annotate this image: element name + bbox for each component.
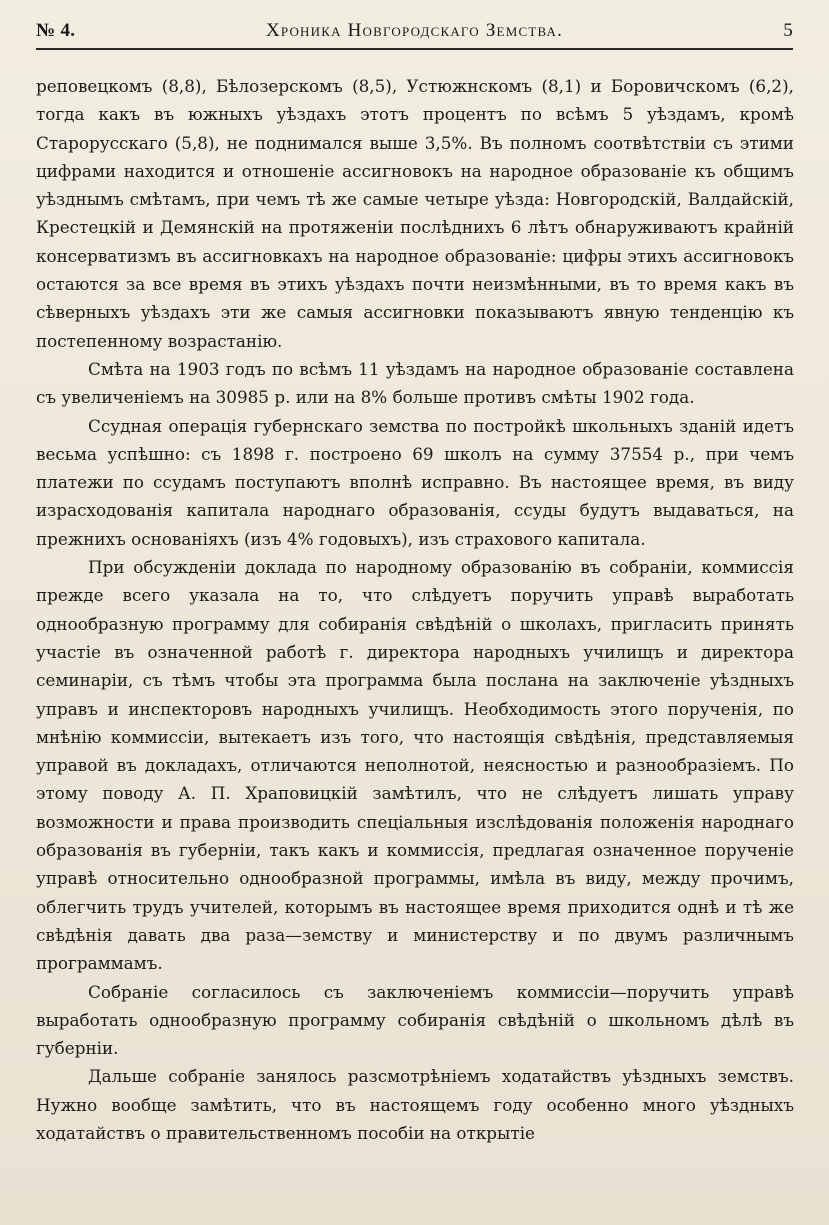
paragraph-4: При обсужденіи доклада по народному образованію въ собраніи, коммиссія прежде всего указала на то, что слѣдуетъ поручить управѣ выработать однообразную программу для собиранія свѣдѣній о школахъ, пригласить принять участіе въ означенной работѣ г. директора народныхъ училищъ и директора семинаріи, съ тѣмъ чтобы эта программа была послана на заключеніе уѣздныхъ управъ и инспекторовъ народныхъ училищъ. Необходимость этого порученія, по мнѣнію коммиссіи, вытекаетъ изъ того, что настоящія свѣдѣнія, представляемыя управой въ докладахъ, отличаются неполнотой, неясностью и разнообразіемъ. По этому поводу А. П. Храповицкій замѣтилъ, что не слѣдуетъ лишать управу возможности и права производить спеціальныя изслѣдованія положенія народнаго образованія въ губерніи, такъ какъ и коммиссія, предлагая означенное порученіе управѣ относительно однообразной программы, имѣла въ виду, между прочимъ, облегчить трудъ учителей, которымъ въ настоящее время приходится однѣ и тѣ же свѣдѣнія давать два раза—земству и министерству и по двумъ различнымъ программамъ.: [36, 557, 794, 974]
issue-number: № 4.: [36, 20, 76, 41]
body-text: [36, 72, 794, 1147]
page-number: 5: [783, 20, 793, 41]
journal-title: Хроника Новгородскаго Земства.: [265, 20, 564, 41]
header-rule: [36, 48, 793, 50]
paragraph-2: Смѣта на 1903 годъ по всѣмъ 11 уѣздамъ на народное образованіе составлена съ увеличеніемъ на 30985 р. или на 8% больше противъ смѣты 1902 года.: [36, 358, 794, 408]
paragraph-5: Собраніе согласилось съ заключеніемъ коммиссіи—поручить управѣ выработать однообразную программу собиранія свѣдѣній о школьномъ дѣлѣ въ губерніи.: [36, 981, 794, 1059]
paragraph-3: Ссудная операція губернскаго земства по постройкѣ школьныхъ зданій идетъ весьма успѣшно: съ 1898 г. построено 69 школъ на сумму 37554 р., при чемъ платежи по ссудамъ поступаютъ вполнѣ исправно. Въ настоящее время, въ виду израсходованія капитала народнаго образованія, ссуды будутъ выдаваться, на прежнихъ основаніяхъ (изъ 4% годовыхъ), изъ страхового капитала.: [36, 415, 794, 549]
paragraph-6: Дальше собраніе занялось разсмотрѣніемъ ходатайствъ уѣздныхъ земствъ. Нужно вообще замѣтить, что въ настоящемъ году особенно много уѣздныхъ ходатайствъ о правительственномъ пособіи на открытіе: [36, 1066, 794, 1143]
paragraph-1: реповецкомъ (8,8), Бѣлозерскомъ (8,5), Устюжнскомъ (8,1) и Боровичскомъ (6,2), тогда какъ въ южныхъ уѣздахъ этотъ процентъ по всѣмъ 5 уѣздамъ, кромѣ Старорусскаго (5,8), не поднимался выше 3,5%. Въ полномъ соотвѣтствіи съ этими цифрами находится и отношеніе ассигновокъ на народное образованіе къ общимъ уѣзднымъ смѣтамъ, при чемъ тѣ же самые четыре уѣзда: Новгородскій, Валдайскій, Крестецкій и Демянскій на протяженіи послѣднихъ 6 лѣтъ обнаруживаютъ крайній консерватизмъ въ ассигновкахъ на народное образованіе: цифры этихъ ассигновокъ остаются за все время въ этихъ уѣздахъ почти неизмѣнными, въ то время какъ въ сѣверныхъ уѣздахъ эти же самыя ассигновки показываютъ явную тенденцію къ постепенному возрастанію.: [36, 76, 794, 351]
running-header: [36, 18, 793, 48]
